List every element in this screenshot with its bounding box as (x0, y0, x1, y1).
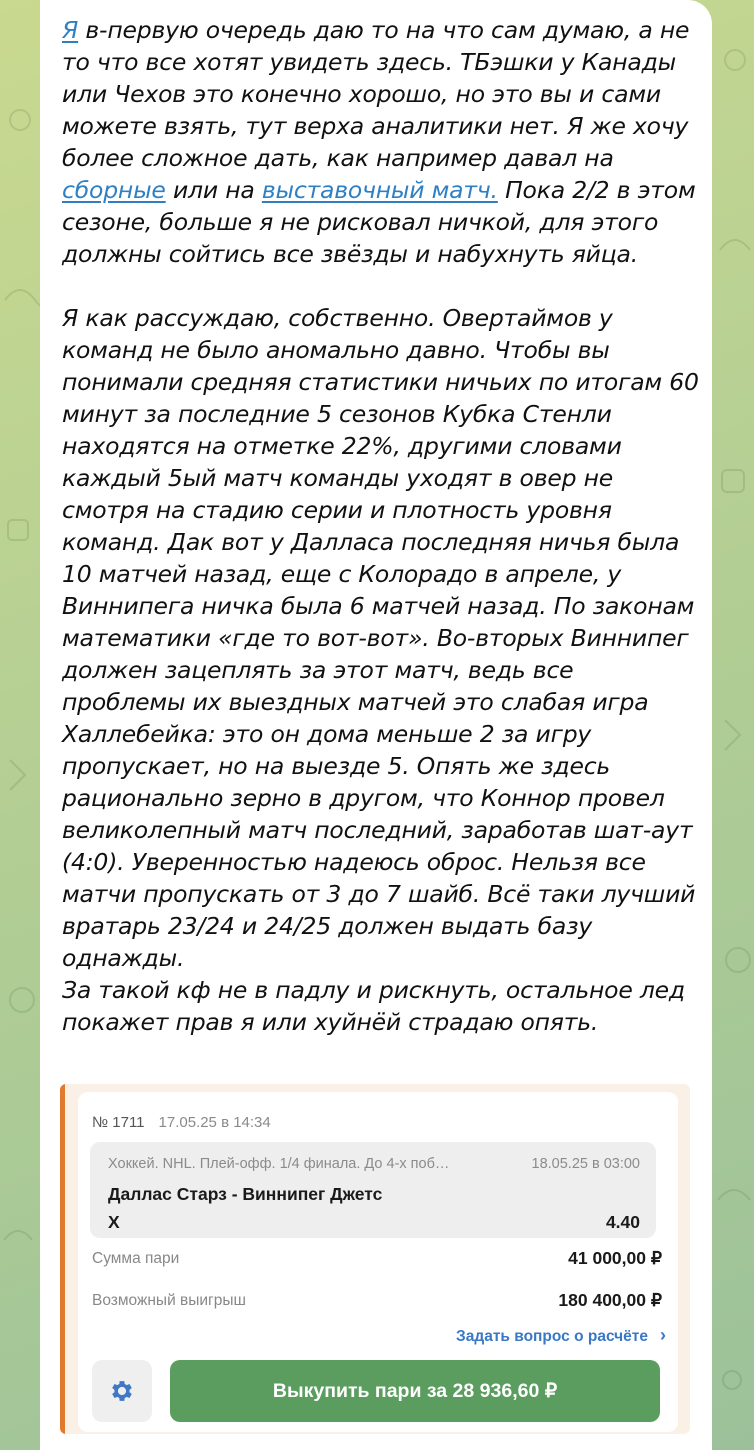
gear-icon (108, 1377, 136, 1405)
paragraph-1 (62, 14, 702, 270)
event-box (90, 1142, 656, 1238)
event-meta: Хоккей. NHL. Плей-офф. 1/4 финала. До 4-х поб… (108, 1156, 450, 1172)
link-ya[interactable]: Я (62, 16, 79, 44)
event-time: 18.05.25 в 03:00 (531, 1156, 640, 1172)
payout-value: 180 400,00 ₽ (558, 1290, 662, 1310)
stake-value: 41 000,00 ₽ (568, 1248, 662, 1268)
payout-label: Возможный выигрыш (92, 1292, 246, 1309)
ask-calculation-link[interactable]: Задать вопрос о расчёте (456, 1328, 648, 1345)
bet-card-accent (60, 1084, 65, 1434)
event-pick: X (108, 1212, 120, 1232)
bet-slip (78, 1092, 678, 1432)
bet-header (92, 1114, 271, 1131)
message-bubble (40, 0, 712, 1450)
event-odds: 4.40 (605, 1212, 640, 1232)
paragraph-3: За такой кф не в падлу и рискнуть, остальное лед покажет прав я или хуйнёй страдаю опять. (62, 976, 685, 1036)
link-exhibition-match[interactable]: выставочный матч. (261, 176, 498, 204)
bet-number: № 1711 (92, 1114, 145, 1131)
paragraph-1-text-c: Пока 2/2 в этом сезоне, больше я не рисковал ничкой, для этого должны сойтись все звёзды и набухнуть яйца. (62, 176, 696, 268)
bet-card (60, 1084, 690, 1434)
buyout-button[interactable]: Выкупить пари за 28 936,60 ₽ (170, 1360, 660, 1422)
settings-button[interactable] (92, 1360, 152, 1422)
paragraph-1-text-b: или на (165, 176, 262, 204)
paragraph-1-text-a: в-первую очередь даю то на что сам думаю, а не то что все хотят увидеть здесь. ТБэшки у Канады или Чехов это конечно хорошо, но это вы и сами можете взять, тут верха аналитики нет. Я же хочу более сложное дать, как например давал на (62, 16, 690, 172)
paragraph-2: Я как рассуждаю, собственно. Овертаймов у команд не было аномально давно. Чтобы вы понимали средняя статистики ничьих по итогам 60 минут за последние 5 сезонов Кубка Стенли находятся на отметке 22%, другими словами каждый 5ый матч команды уходят в овер не смотря на стадию серии и плотность уровня команд. Дак вот у Далласа последняя ничья была 10 матчей назад, еще с Колорадо в апреле, у Виннипега ничка была 6 матчей назад. По законам математики «где то вот-вот». Во-вторых Виннипег должен зацеплять за этот матч, ведь все проблемы их выездных матчей это слабая игра Халлебейка: это он дома меньше 2 за игру пропускает, но на выезде 5. Опять же здесь рационально зерно в другом, что Коннор провел великолепный матч последний, заработав шат-аут (4:0). Уверенностью надеюсь оброс. Нельзя все матчи пропускать от 3 до 7 шайб. Всё таки лучший вратарь 23/24 и 24/25 должен выдать базу однажды. (62, 304, 699, 972)
stake-label: Сумма пари (92, 1250, 180, 1267)
bet-date: 17.05.25 в 14:34 (158, 1114, 271, 1131)
chevron-right-icon[interactable]: › (660, 1325, 666, 1345)
message-text (62, 14, 702, 1038)
event-name: Даллас Старз - Виннипег Джетс (108, 1184, 383, 1204)
link-sbornye[interactable]: сборные (62, 176, 166, 204)
